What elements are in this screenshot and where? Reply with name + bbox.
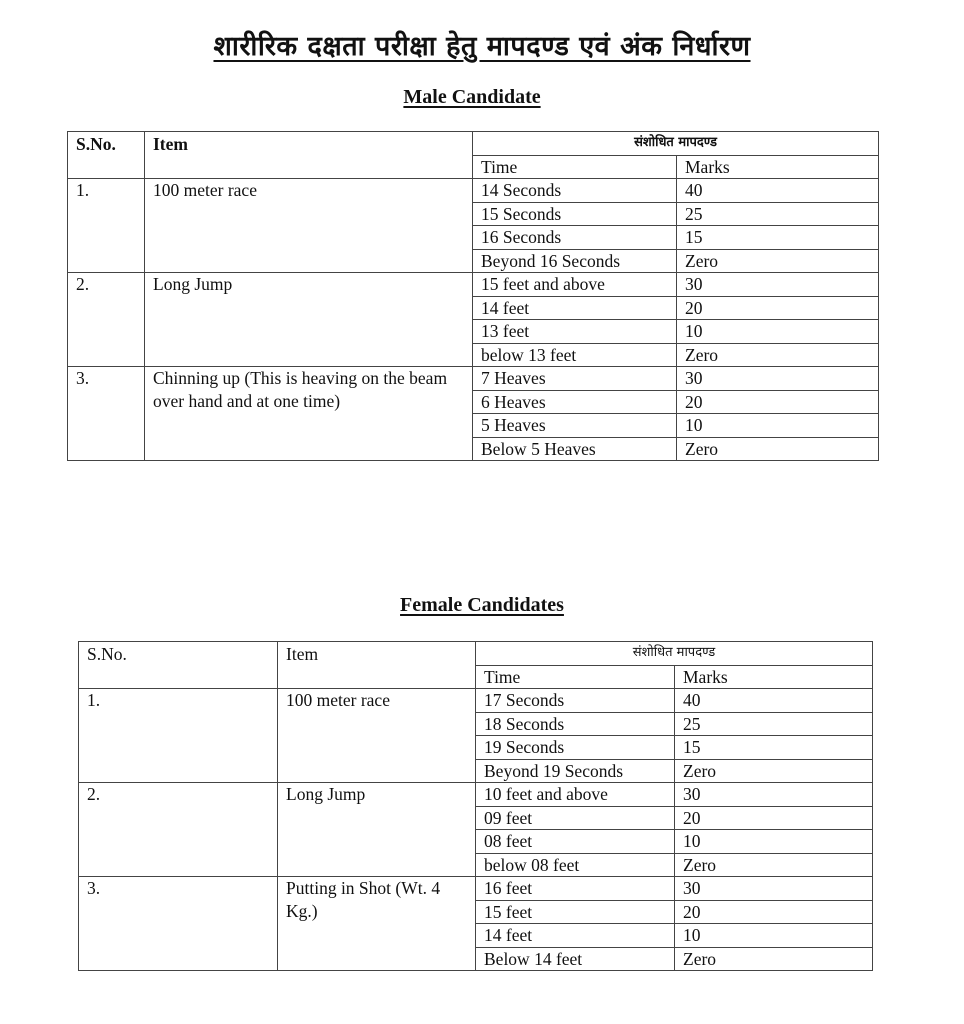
item-cell: Long Jump [145, 273, 473, 367]
marks-cell: 40 [675, 689, 873, 713]
marks-cell: 30 [675, 877, 873, 901]
table-row [68, 367, 879, 391]
male-table-body [68, 132, 879, 461]
serial-number-cell: 3. [79, 877, 278, 971]
marks-header: Marks [677, 155, 879, 179]
time-cell: 15 Seconds [473, 202, 677, 226]
time-cell: below 13 feet [473, 343, 677, 367]
time-cell: 16 feet [476, 877, 675, 901]
time-header: Time [473, 155, 677, 179]
marks-cell: Zero [675, 947, 873, 971]
page-title: शारीरिक दक्षता परीक्षा हेतु मापदण्ड एवं अंक निर्धारण [213, 31, 751, 62]
header-row [79, 642, 873, 666]
time-cell: 18 Seconds [476, 712, 675, 736]
marks-cell: Zero [677, 437, 879, 461]
marks-cell: Zero [677, 249, 879, 273]
marks-cell: Zero [675, 759, 873, 783]
marks-cell: 15 [675, 736, 873, 760]
marks-cell: 10 [675, 924, 873, 948]
marks-cell: 30 [677, 367, 879, 391]
marks-cell: 20 [677, 296, 879, 320]
item-cell: Chinning up (This is heaving on the beam over hand and at one time) [145, 367, 473, 461]
marks-cell: 40 [677, 179, 879, 203]
sno-header: S.No. [79, 642, 278, 689]
time-cell: 13 feet [473, 320, 677, 344]
serial-number-cell: 3. [68, 367, 145, 461]
male-criteria-table [67, 131, 879, 461]
revised-criteria-header: संशोधित मापदण्ड [476, 642, 873, 666]
male-section-title: Male Candidate [403, 86, 541, 108]
item-cell: 100 meter race [278, 689, 476, 783]
item-cell: 100 meter race [145, 179, 473, 273]
time-cell: 6 Heaves [473, 390, 677, 414]
item-cell: Long Jump [278, 783, 476, 877]
time-cell: below 08 feet [476, 853, 675, 877]
table-row [79, 689, 873, 713]
header-row [68, 132, 879, 156]
time-cell: 17 Seconds [476, 689, 675, 713]
female-criteria-table [78, 641, 873, 971]
marks-cell: 30 [677, 273, 879, 297]
marks-cell: 30 [675, 783, 873, 807]
marks-cell: 15 [677, 226, 879, 250]
table-row [79, 783, 873, 807]
sno-header: S.No. [68, 132, 145, 179]
marks-cell: 20 [675, 900, 873, 924]
item-cell: Putting in Shot (Wt. 4 Kg.) [278, 877, 476, 971]
time-cell: 15 feet [476, 900, 675, 924]
marks-cell: 10 [675, 830, 873, 854]
time-cell: 19 Seconds [476, 736, 675, 760]
time-cell: Beyond 16 Seconds [473, 249, 677, 273]
marks-cell: 20 [677, 390, 879, 414]
time-cell: Below 14 feet [476, 947, 675, 971]
marks-cell: 20 [675, 806, 873, 830]
table-row [79, 877, 873, 901]
time-cell: 7 Heaves [473, 367, 677, 391]
item-header: Item [145, 132, 473, 179]
marks-cell: 10 [677, 414, 879, 438]
revised-criteria-header: संशोधित मापदण्ड [473, 132, 879, 156]
marks-cell: 10 [677, 320, 879, 344]
marks-cell: 25 [675, 712, 873, 736]
serial-number-cell: 1. [68, 179, 145, 273]
time-cell: 08 feet [476, 830, 675, 854]
time-cell: 10 feet and above [476, 783, 675, 807]
time-cell: 14 Seconds [473, 179, 677, 203]
time-cell: 14 feet [476, 924, 675, 948]
serial-number-cell: 2. [68, 273, 145, 367]
female-section-title: Female Candidates [400, 594, 564, 616]
time-header: Time [476, 665, 675, 689]
item-header: Item [278, 642, 476, 689]
time-cell: 15 feet and above [473, 273, 677, 297]
marks-header: Marks [675, 665, 873, 689]
time-cell: 16 Seconds [473, 226, 677, 250]
time-cell: 09 feet [476, 806, 675, 830]
time-cell: 5 Heaves [473, 414, 677, 438]
marks-cell: Zero [675, 853, 873, 877]
serial-number-cell: 2. [79, 783, 278, 877]
time-cell: Below 5 Heaves [473, 437, 677, 461]
table-row [68, 179, 879, 203]
table-row [68, 273, 879, 297]
marks-cell: 25 [677, 202, 879, 226]
female-table-body [79, 642, 873, 971]
serial-number-cell: 1. [79, 689, 278, 783]
time-cell: 14 feet [473, 296, 677, 320]
marks-cell: Zero [677, 343, 879, 367]
time-cell: Beyond 19 Seconds [476, 759, 675, 783]
